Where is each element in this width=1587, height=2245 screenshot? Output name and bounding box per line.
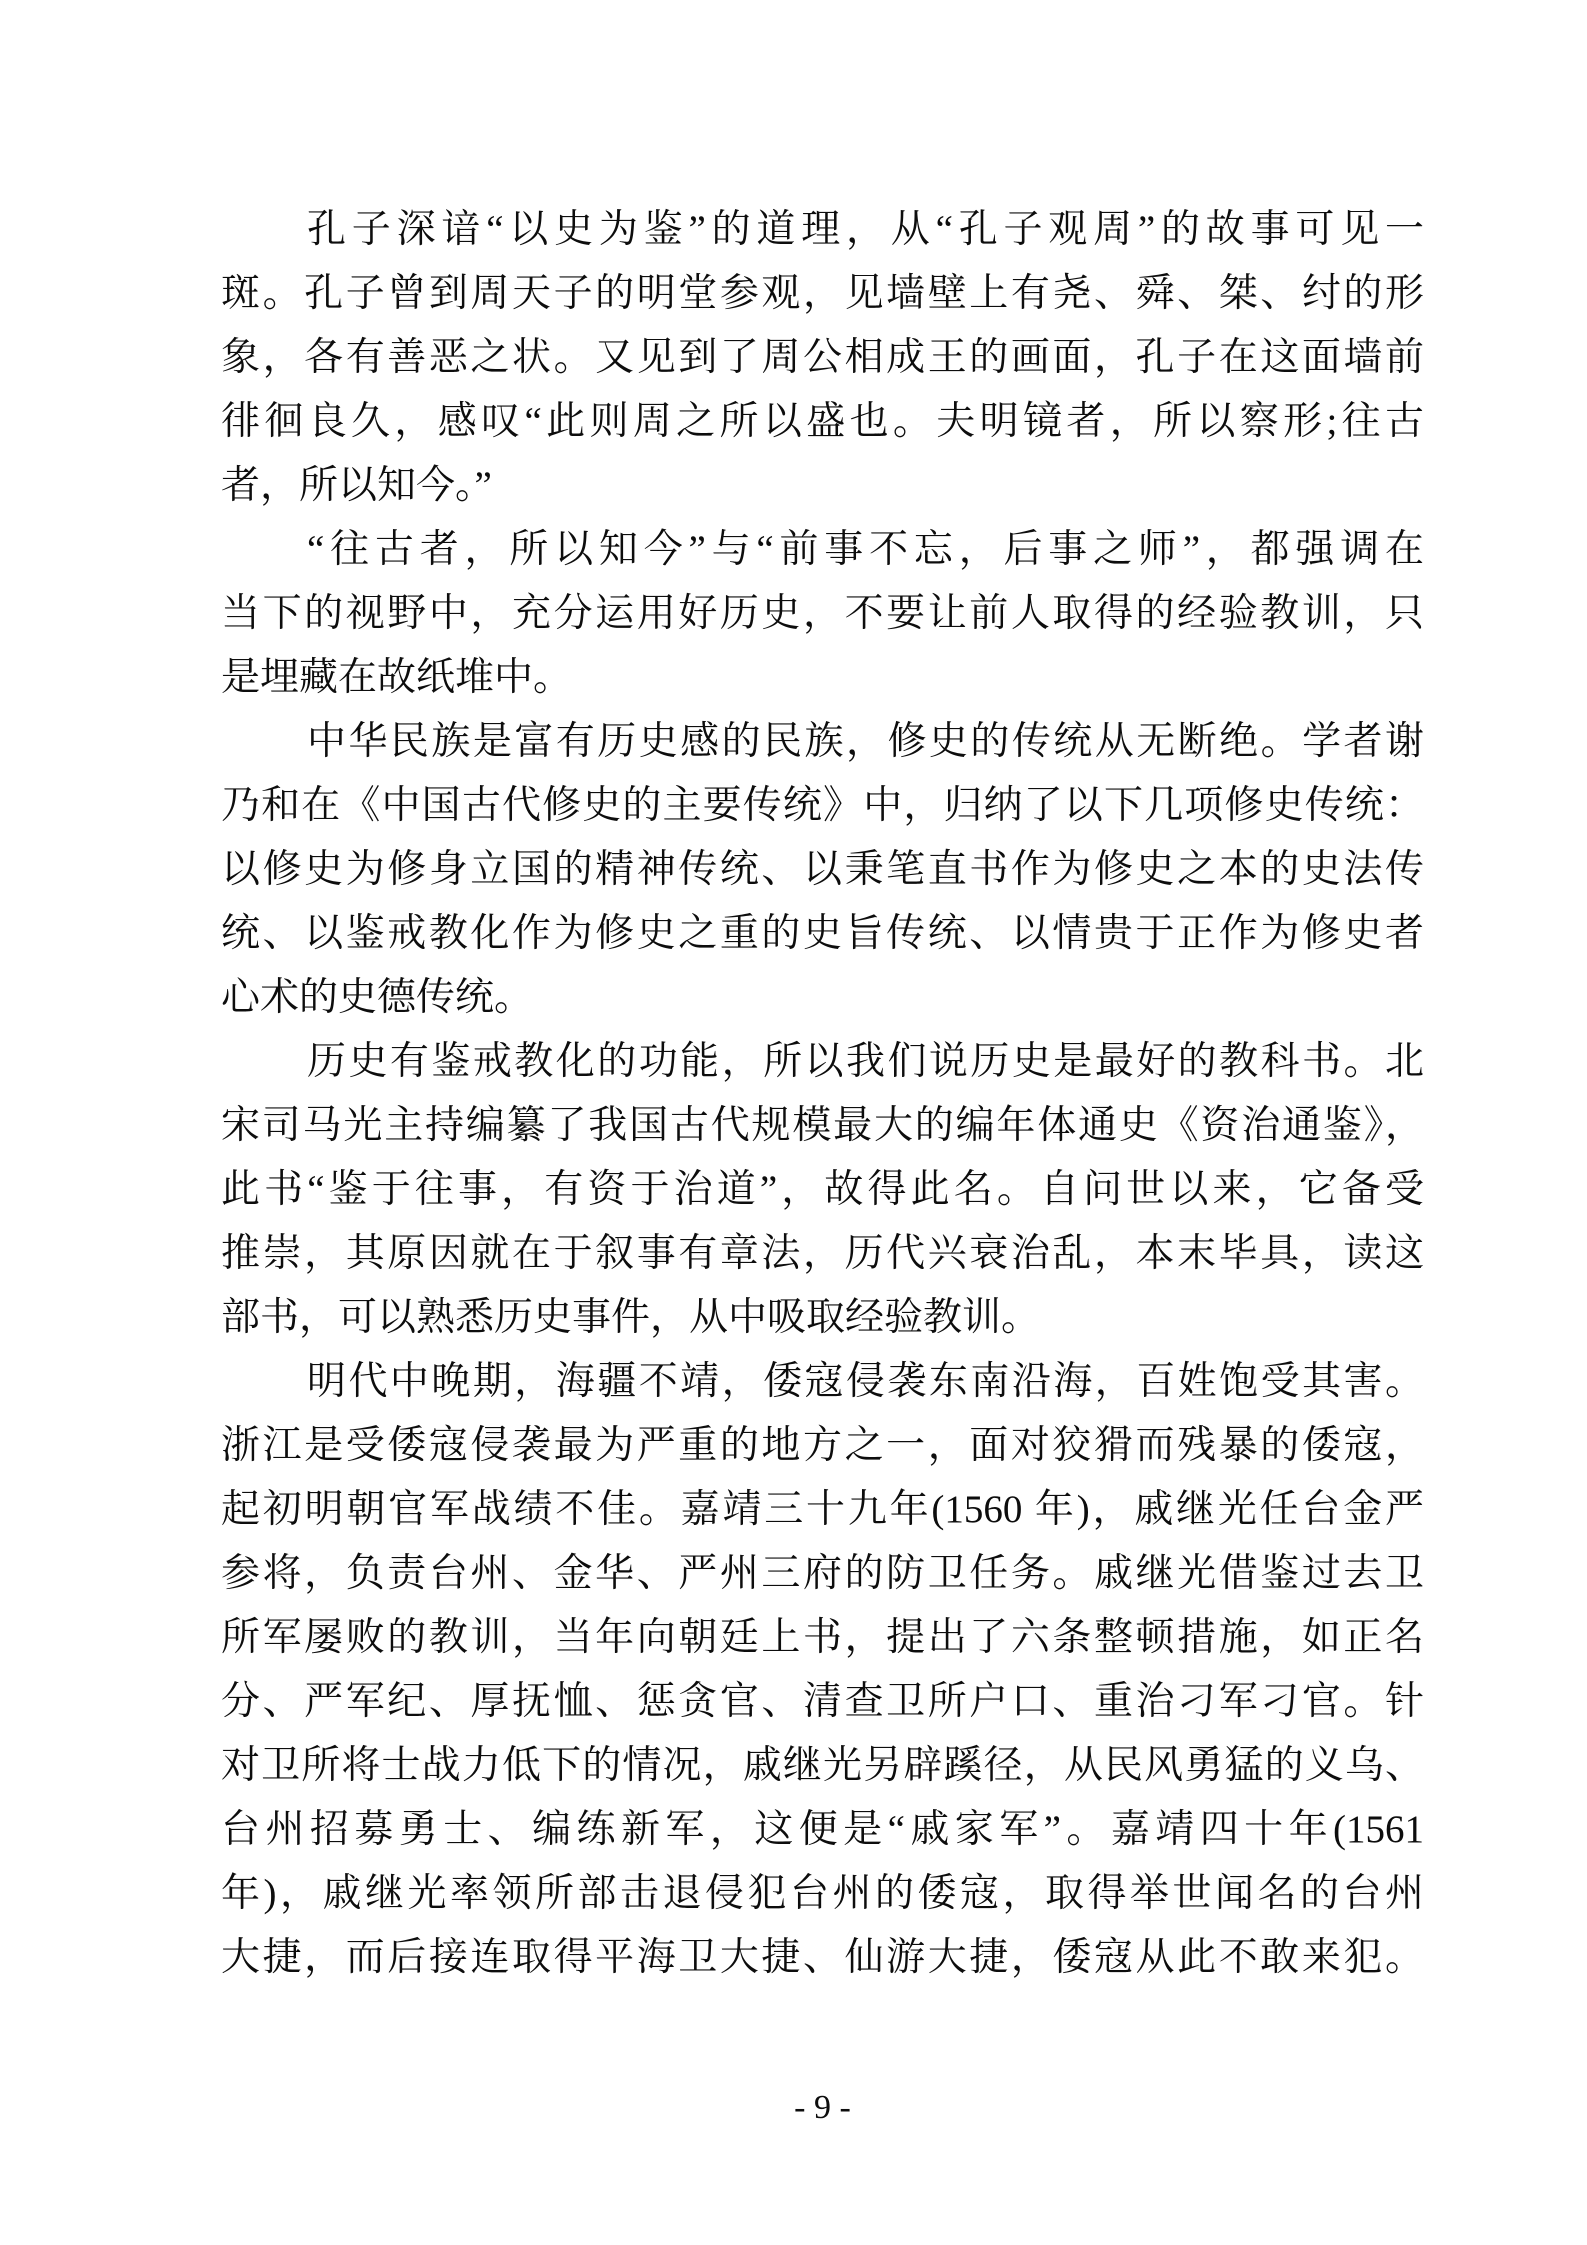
text-line: 心术的史德传统。 <box>221 976 534 1019</box>
text-line: 以修史为修身立国的精神传统、以秉笔直书作为修史之本的史法传 <box>221 848 1424 891</box>
text-line: 大捷，而后接连取得平海卫大捷、仙游大捷，倭寇从此不敢来犯。 <box>221 1936 1424 1979</box>
text-line: 统、以鉴戒教化作为修史之重的史旨传统、以情贵于正作为修史者 <box>221 912 1424 955</box>
text-line: 参将，负责台州、金华、严州三府的防卫任务。戚继光借鉴过去卫 <box>221 1552 1424 1595</box>
paragraph <box>221 710 1424 1030</box>
paragraph <box>221 1030 1424 1350</box>
text-line: 浙江是受倭寇侵袭最为严重的地方之一，面对狡猾而残暴的倭寇， <box>221 1424 1424 1467</box>
text-line: 历史有鉴戒教化的功能，所以我们说历史是最好的教科书。北 <box>307 1040 1424 1083</box>
paragraph <box>221 518 1424 710</box>
text-line: “往古者，所以知今”与“前事不忘，后事之师”，都强调在 <box>307 528 1424 571</box>
text-line: 斑。孔子曾到周天子的明堂参观，见墙壁上有尧、舜、桀、纣的形 <box>221 272 1424 315</box>
text-line: 推崇，其原因就在于叙事有章法，历代兴衰治乱，本末毕具，读这 <box>221 1232 1424 1275</box>
text-line: 者，所以知今。” <box>221 464 492 507</box>
text-line: 部书，可以熟悉历史事件，从中吸取经验教训。 <box>221 1296 1041 1339</box>
paragraph <box>221 198 1424 518</box>
document-body <box>221 198 1424 1990</box>
text-line: 徘徊良久，感叹“此则周之所以盛也。夫明镜者，所以察形;往古 <box>221 400 1424 443</box>
text-line: 明代中晚期，海疆不靖，倭寇侵袭东南沿海，百姓饱受其害。 <box>307 1360 1424 1403</box>
page-number: - 9 - <box>794 2089 851 2126</box>
text-line: 是埋藏在故纸堆中。 <box>221 656 573 699</box>
text-line: 所军屡败的教训，当年向朝廷上书，提出了六条整顿措施，如正名 <box>221 1616 1424 1659</box>
text-line: 分、严军纪、厚抚恤、惩贪官、清查卫所户口、重治刁军刁官。针 <box>221 1680 1424 1723</box>
text-line: 中华民族是富有历史感的民族，修史的传统从无断绝。学者谢 <box>307 720 1424 763</box>
text-line: 年)，戚继光率领所部击退侵犯台州的倭寇，取得举世闻名的台州 <box>221 1872 1424 1915</box>
text-line: 此书“鉴于往事，有资于治道”，故得此名。自问世以来，它备受 <box>221 1168 1424 1211</box>
text-line: 起初明朝官军战绩不佳。嘉靖三十九年(1560 年)，戚继光任台金严 <box>221 1488 1424 1531</box>
text-line: 台州招募勇士、编练新军，这便是“戚家军”。嘉靖四十年(1561 <box>221 1808 1424 1851</box>
text-line: 象，各有善恶之状。又见到了周公相成王的画面，孔子在这面墙前 <box>221 336 1424 379</box>
paragraph <box>221 1350 1424 1990</box>
text-line: 对卫所将士战力低下的情况，戚继光另辟蹊径，从民风勇猛的义乌、 <box>221 1744 1424 1787</box>
text-line: 宋司马光主持编纂了我国古代规模最大的编年体通史《资治通鉴》， <box>221 1104 1424 1147</box>
text-line: 孔子深谙“以史为鉴”的道理，从“孔子观周”的故事可见一 <box>307 208 1424 251</box>
text-line: 当下的视野中，充分运用好历史，不要让前人取得的经验教训，只 <box>221 592 1424 635</box>
text-line: 乃和在《中国古代修史的主要传统》中，归纳了以下几项修史传统： <box>221 784 1424 827</box>
